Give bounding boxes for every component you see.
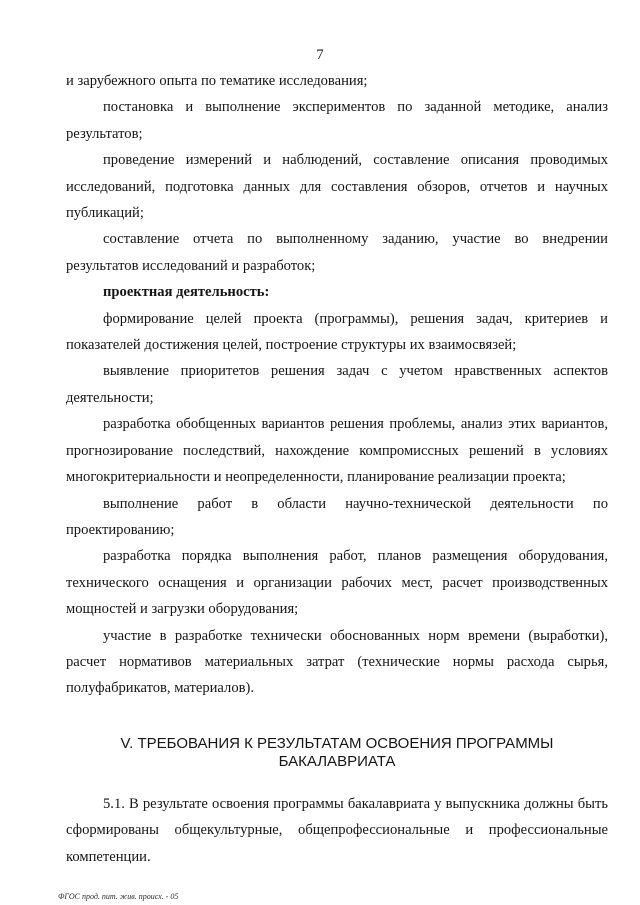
research-item: проведение измерений и наблюдений, составление описания проводимых исследований, подготовка данных для составления обзоров, отчетов и научных публикаций; <box>66 152 608 222</box>
project-activity-heading: проектная деятельность: <box>103 284 270 301</box>
page-body <box>66 68 608 870</box>
footer-text: ФГОС прод. пит. жив. происх. - 05 <box>58 892 179 901</box>
section-title-line1: V. ТРЕБОВАНИЯ К РЕЗУЛЬТАТАМ ОСВОЕНИЯ ПРОГРАММЫ <box>120 734 554 752</box>
continuation-line: и зарубежного опыта по тематике исследования; <box>66 73 368 89</box>
project-item-text: выполнение работ в области научно-технической деятельности по проектированию; <box>66 495 608 538</box>
project-item: выявление приоритетов решения задач с учетом нравственных аспектов деятельности; <box>66 363 608 406</box>
project-item <box>66 491 608 544</box>
project-item: участие в разработке технически обоснованных норм времени (выработки), расчет нормативов материальных затрат (технические нормы расхода сырья, полуфабрикатов, материалов). <box>66 627 608 697</box>
paragraph-5-1: 5.1. В результате освоения программы бакалавриата у выпускника должны быть сформированы общекультурные, общепрофессиональные и профессиональные компетенции. <box>66 795 608 865</box>
project-item: разработка обобщенных вариантов решения проблемы, анализ этих вариантов, прогнозирование последствий, нахождение компромиссных решений в условиях многокритериальности и неопределенности, планирование реализации проекта; <box>66 416 608 486</box>
page-number: 7 <box>316 47 324 63</box>
project-item: разработка порядка выполнения работ, планов размещения оборудования, технического оснащения и организации рабочих мест, расчет производственных мощностей и загрузки оборудования; <box>66 548 608 618</box>
project-item: формирование целей проекта (программы), решения задач, критериев и показателей достижения целей, построение структуры их взаимосвязей; <box>66 310 608 354</box>
research-item: постановка и выполнение экспериментов по заданной методике, анализ результатов; <box>66 99 608 142</box>
research-item: составление отчета по выполненному заданию, участие во внедрении результатов исследований и разработок; <box>66 231 608 274</box>
section-title-line2: БАКАЛАВРИАТА <box>278 752 396 770</box>
